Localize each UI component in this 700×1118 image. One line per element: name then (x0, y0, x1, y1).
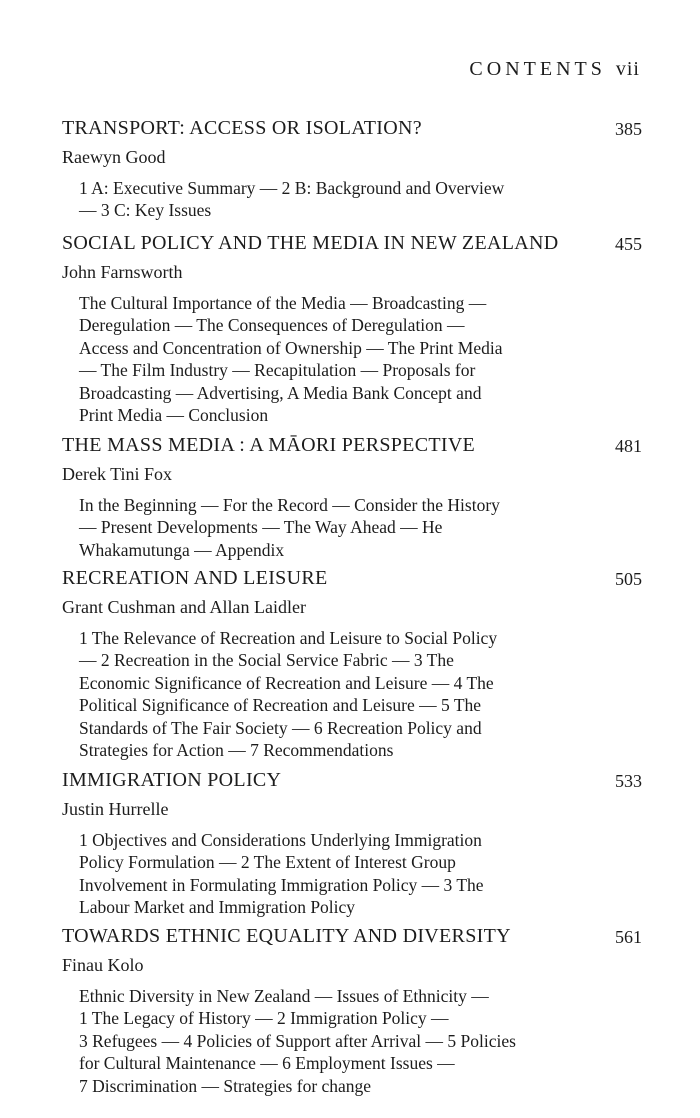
toc-entry (62, 567, 642, 761)
entry-author: Finau Kolo (62, 955, 144, 975)
entry-title[interactable]: IMMIGRATION POLICY (62, 769, 282, 791)
entry-title[interactable]: TOWARDS ETHNIC EQUALITY AND DIVERSITY (62, 925, 511, 947)
summary-line: Broadcasting — Advertising, A Media Bank Concept and (79, 382, 482, 403)
summary-line: — Present Developments — The Way Ahead — He (79, 517, 443, 538)
entry-title[interactable]: RECREATION AND LEISURE (62, 567, 328, 589)
summary-line: Access and Concentration of Ownership — The Print Media (79, 337, 503, 358)
entry-summary (79, 627, 642, 761)
entry-author: Derek Tini Fox (62, 464, 173, 484)
entry-title[interactable]: SOCIAL POLICY AND THE MEDIA IN NEW ZEALAND (62, 232, 559, 254)
summary-line: In the Beginning — For the Record — Consider the History (79, 495, 500, 515)
entry-title[interactable]: TRANSPORT: ACCESS OR ISOLATION? (62, 117, 422, 139)
summary-line: Standards of The Fair Society — 6 Recreation Policy and (79, 717, 482, 738)
entry-page-number[interactable]: 561 (615, 927, 642, 947)
summary-line: Ethnic Diversity in New Zealand — Issues of Ethnicity — (79, 986, 489, 1006)
entry-summary (79, 985, 642, 1097)
entry-summary (79, 829, 642, 919)
summary-line: — The Film Industry — Recapitulation — Proposals for (79, 360, 476, 381)
summary-line: — 3 C: Key Issues (79, 200, 212, 221)
entry-summary (79, 292, 642, 426)
running-head (469, 58, 640, 81)
toc-entry (62, 434, 642, 561)
summary-line: 1 A: Executive Summary — 2 B: Background and Overview (79, 178, 505, 198)
entry-page-number[interactable]: 505 (615, 569, 642, 589)
summary-line: — 2 Recreation in the Social Service Fabric — 3 The (79, 650, 454, 671)
entry-title[interactable]: THE MASS MEDIA : A MĀORI PERSPECTIVE (62, 434, 476, 456)
summary-line: Strategies for Action — 7 Recommendations (79, 740, 394, 761)
summary-line: 1 The Legacy of History — 2 Immigration Policy — (79, 1008, 449, 1029)
entry-summary (79, 177, 642, 222)
summary-line: 7 Discrimination — Strategies for change (79, 1075, 372, 1096)
summary-line: Labour Market and Immigration Policy (79, 897, 356, 918)
toc-entry (62, 769, 642, 919)
toc-entry (62, 925, 642, 1097)
entry-author: Grant Cushman and Allan Laidler (62, 597, 306, 617)
summary-line: Political Significance of Recreation and Leisure — 5 The (79, 695, 482, 716)
summary-line: Economic Significance of Recreation and Leisure — 4 The (79, 672, 494, 693)
entry-page-number[interactable]: 385 (615, 119, 642, 139)
summary-line: Deregulation — The Consequences of Deregulation — (79, 315, 465, 336)
toc-entry (62, 232, 642, 426)
summary-line: Policy Formulation — 2 The Extent of Interest Group (79, 852, 456, 873)
summary-line: Whakamutunga — Appendix (79, 539, 285, 560)
running-head-label: CONTENTS (469, 58, 606, 80)
summary-line: Involvement in Formulating Immigration Policy — 3 The (79, 874, 484, 895)
entry-author: John Farnsworth (62, 262, 183, 282)
toc-entry (62, 117, 642, 222)
summary-line: 1 Objectives and Considerations Underlying Immigration (79, 830, 482, 850)
entry-page-number[interactable]: 533 (615, 771, 642, 791)
summary-line: 1 The Relevance of Recreation and Leisure to Social Policy (79, 628, 498, 648)
summary-line: for Cultural Maintenance — 6 Employment Issues — (79, 1053, 455, 1074)
entry-summary (79, 494, 642, 561)
running-head-page-number: vii (615, 58, 640, 80)
entry-author: Raewyn Good (62, 147, 166, 167)
entry-author: Justin Hurrelle (62, 799, 169, 819)
entry-page-number[interactable]: 455 (615, 234, 642, 254)
summary-line: Print Media — Conclusion (79, 405, 269, 426)
summary-line: The Cultural Importance of the Media — Broadcasting — (79, 293, 487, 313)
summary-line: 3 Refugees — 4 Policies of Support after Arrival — 5 Policies (79, 1030, 516, 1051)
entry-page-number[interactable]: 481 (615, 436, 642, 456)
